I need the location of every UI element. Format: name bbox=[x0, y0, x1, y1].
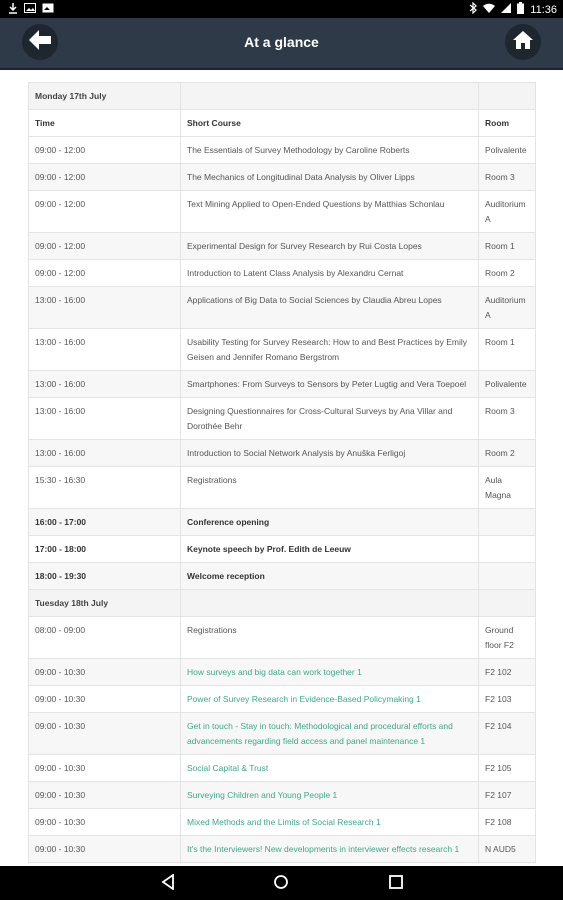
time-cell: 13:00 - 16:00 bbox=[29, 398, 181, 440]
schedule-row[interactable] bbox=[29, 686, 536, 713]
room-cell: Room bbox=[479, 110, 536, 137]
time-cell: 13:00 - 16:00 bbox=[29, 371, 181, 398]
schedule-row bbox=[29, 371, 536, 398]
room-cell bbox=[479, 590, 536, 617]
title-cell: Registrations bbox=[181, 617, 479, 659]
schedule-row bbox=[29, 509, 536, 536]
time-cell: 09:00 - 12:00 bbox=[29, 164, 181, 191]
schedule-row bbox=[29, 536, 536, 563]
time-cell: 09:00 - 10:30 bbox=[29, 782, 181, 809]
time-cell: 13:00 - 16:00 bbox=[29, 329, 181, 371]
title-cell[interactable]: Power of Survey Research in Evidence-Based Policymaking 1 bbox=[181, 686, 479, 713]
system-nav-bar bbox=[0, 866, 563, 900]
app-bar bbox=[0, 18, 563, 70]
signal-icon bbox=[501, 3, 511, 16]
room-cell bbox=[479, 509, 536, 536]
time-cell: 09:00 - 10:30 bbox=[29, 686, 181, 713]
day-header-row bbox=[29, 590, 536, 617]
schedule-row bbox=[29, 164, 536, 191]
day-header-row bbox=[29, 83, 536, 110]
schedule-row bbox=[29, 137, 536, 164]
home-icon bbox=[513, 31, 533, 54]
nav-home-icon[interactable] bbox=[273, 874, 289, 895]
wifi-icon bbox=[483, 3, 495, 16]
time-cell: 13:00 - 16:00 bbox=[29, 287, 181, 329]
schedule-row bbox=[29, 617, 536, 659]
time-cell: Tuesday 18th July bbox=[29, 590, 181, 617]
title-cell: Experimental Design for Survey Research by Rui Costa Lopes bbox=[181, 233, 479, 260]
room-cell: Ground floor F2 bbox=[479, 617, 536, 659]
title-cell: Keynote speech by Prof. Edith de Leeuw bbox=[181, 536, 479, 563]
time-cell: 09:00 - 12:00 bbox=[29, 260, 181, 287]
schedule-content[interactable] bbox=[0, 70, 563, 866]
room-cell bbox=[479, 83, 536, 110]
nav-recents-icon[interactable] bbox=[388, 874, 404, 895]
room-cell: F2 104 bbox=[479, 713, 536, 755]
room-cell: Auditorium A bbox=[479, 287, 536, 329]
column-header-row bbox=[29, 110, 536, 137]
gallery-icon bbox=[42, 3, 54, 17]
title-cell[interactable]: Social Capital & Trust bbox=[181, 755, 479, 782]
room-cell bbox=[479, 536, 536, 563]
status-bar bbox=[0, 0, 563, 18]
image-icon bbox=[24, 3, 36, 17]
time-cell: 15:30 - 16:30 bbox=[29, 467, 181, 509]
schedule-row[interactable] bbox=[29, 836, 536, 863]
title-cell: Usability Testing for Survey Research: How to and Best Practices by Emily Geisen and Jennifer Romano Bergstrom bbox=[181, 329, 479, 371]
schedule-row[interactable] bbox=[29, 713, 536, 755]
title-cell: Designing Questionnaires for Cross-Cultural Surveys by Ana Villar and Dorothée Behr bbox=[181, 398, 479, 440]
title-cell[interactable]: It's the Interviewers! New developments in interviewer effects research 1 bbox=[181, 836, 479, 863]
schedule-row bbox=[29, 191, 536, 233]
time-cell: 17:00 - 18:00 bbox=[29, 536, 181, 563]
room-cell: Room 1 bbox=[479, 329, 536, 371]
page-title: At a glance bbox=[244, 34, 319, 50]
title-cell: Welcome reception bbox=[181, 563, 479, 590]
time-cell: 16:00 - 17:00 bbox=[29, 509, 181, 536]
title-cell bbox=[181, 83, 479, 110]
time-cell: Monday 17th July bbox=[29, 83, 181, 110]
time-cell: Time bbox=[29, 110, 181, 137]
title-cell: Text Mining Applied to Open-Ended Questions by Matthias Schonlau bbox=[181, 191, 479, 233]
time-cell: 09:00 - 10:30 bbox=[29, 659, 181, 686]
time-cell: 09:00 - 12:00 bbox=[29, 137, 181, 164]
time-cell: 09:00 - 10:30 bbox=[29, 809, 181, 836]
room-cell bbox=[479, 563, 536, 590]
room-cell: Room 2 bbox=[479, 260, 536, 287]
schedule-row bbox=[29, 329, 536, 371]
room-cell: Auditorium A bbox=[479, 191, 536, 233]
title-cell: The Mechanics of Longitudinal Data Analysis by Oliver Lipps bbox=[181, 164, 479, 191]
schedule-table bbox=[28, 82, 536, 863]
nav-back-icon[interactable] bbox=[160, 874, 176, 895]
schedule-row bbox=[29, 233, 536, 260]
title-cell[interactable]: Get in touch - Stay in touch: Methodological and procedural efforts and advancements regarding field access and panel maintenance 1 bbox=[181, 713, 479, 755]
room-cell: Aula Magna bbox=[479, 467, 536, 509]
room-cell: F2 105 bbox=[479, 755, 536, 782]
title-cell[interactable]: Surveying Children and Young People 1 bbox=[181, 782, 479, 809]
schedule-row[interactable] bbox=[29, 755, 536, 782]
schedule-row[interactable] bbox=[29, 659, 536, 686]
time-cell: 13:00 - 16:00 bbox=[29, 440, 181, 467]
time-cell: 08:00 - 09:00 bbox=[29, 617, 181, 659]
room-cell: Room 1 bbox=[479, 233, 536, 260]
room-cell: Polivalente bbox=[479, 137, 536, 164]
schedule-row bbox=[29, 440, 536, 467]
title-cell: Introduction to Latent Class Analysis by Alexandru Cernat bbox=[181, 260, 479, 287]
battery-icon bbox=[517, 2, 524, 17]
room-cell: F2 107 bbox=[479, 782, 536, 809]
schedule-row[interactable] bbox=[29, 782, 536, 809]
download-icon bbox=[8, 3, 18, 17]
title-cell: Applications of Big Data to Social Sciences by Claudia Abreu Lopes bbox=[181, 287, 479, 329]
title-cell[interactable]: How surveys and big data can work together 1 bbox=[181, 659, 479, 686]
schedule-row[interactable] bbox=[29, 809, 536, 836]
room-cell: Room 2 bbox=[479, 440, 536, 467]
home-button[interactable] bbox=[505, 24, 541, 60]
schedule-row bbox=[29, 467, 536, 509]
room-cell: Polivalente bbox=[479, 371, 536, 398]
room-cell: Room 3 bbox=[479, 398, 536, 440]
time-cell: 09:00 - 12:00 bbox=[29, 191, 181, 233]
title-cell: Conference opening bbox=[181, 509, 479, 536]
title-cell: Smartphones: From Surveys to Sensors by Peter Lugtig and Vera Toepoel bbox=[181, 371, 479, 398]
schedule-row bbox=[29, 563, 536, 590]
time-cell: 09:00 - 12:00 bbox=[29, 233, 181, 260]
room-cell: Room 3 bbox=[479, 164, 536, 191]
title-cell: Short Course bbox=[181, 110, 479, 137]
time-cell: 09:00 - 10:30 bbox=[29, 713, 181, 755]
title-cell: The Essentials of Survey Methodology by Caroline Roberts bbox=[181, 137, 479, 164]
bluetooth-icon bbox=[469, 2, 477, 17]
time-cell: 18:00 - 19:30 bbox=[29, 563, 181, 590]
room-cell: F2 108 bbox=[479, 809, 536, 836]
time-cell: 09:00 - 10:30 bbox=[29, 755, 181, 782]
schedule-row bbox=[29, 287, 536, 329]
title-cell bbox=[181, 590, 479, 617]
room-cell: F2 103 bbox=[479, 686, 536, 713]
title-cell: Introduction to Social Network Analysis by Anuška Ferligoj bbox=[181, 440, 479, 467]
room-cell: N AUD5 bbox=[479, 836, 536, 863]
title-cell: Registrations bbox=[181, 467, 479, 509]
schedule-row bbox=[29, 260, 536, 287]
status-time: 11:36 bbox=[530, 3, 557, 16]
room-cell: F2 102 bbox=[479, 659, 536, 686]
schedule-row bbox=[29, 398, 536, 440]
time-cell: 09:00 - 10:30 bbox=[29, 836, 181, 863]
title-cell[interactable]: Mixed Methods and the Limits of Social Research 1 bbox=[181, 809, 479, 836]
